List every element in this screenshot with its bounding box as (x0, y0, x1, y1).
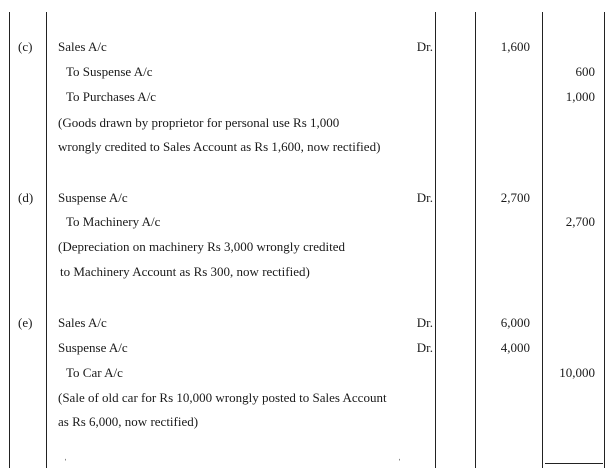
narration-line: as Rs 6,000, now rectified) (58, 414, 199, 429)
column-rule-debit (542, 12, 543, 468)
narration-line: (Sale of old car for Rs 10,000 wrongly posted to Sales Account (58, 390, 387, 405)
narration-line: wrongly credited to Sales Account as Rs 1,600, now rectified) (58, 139, 381, 154)
column-rule-label (46, 12, 47, 468)
dr-marker: Dr. (416, 39, 433, 54)
tick-mark: ˈ (398, 458, 402, 469)
account-debit: Suspense A/c (58, 190, 128, 205)
account-debit: Suspense A/c (58, 340, 128, 355)
account-credit: To Purchases A/c (66, 89, 157, 104)
credit-amount: 600 (575, 64, 595, 79)
dr-marker: Dr. (416, 315, 433, 330)
entry-label: (d) (18, 190, 34, 205)
credit-amount: 2,700 (565, 214, 595, 229)
narration-line: to Machinery Account as Rs 300, now rectified) (60, 264, 310, 279)
debit-amount: 4,000 (500, 340, 530, 355)
entry-label: (c) (18, 39, 33, 54)
dr-marker: Dr. (416, 340, 433, 355)
column-rule-lf (475, 12, 476, 468)
debit-amount: 1,600 (500, 39, 530, 54)
account-credit: To Suspense A/c (66, 64, 153, 79)
account-debit: Sales A/c (58, 315, 107, 330)
credit-amount: 1,000 (565, 89, 595, 104)
account-credit: To Car A/c (66, 365, 123, 380)
account-credit: To Machinery A/c (66, 214, 161, 229)
account-debit: Sales A/c (58, 39, 107, 54)
narration-line: (Goods drawn by proprietor for personal use Rs 1,000 (58, 115, 340, 130)
dr-marker: Dr. (416, 190, 433, 205)
debit-amount: 2,700 (500, 190, 530, 205)
credit-amount: 10,000 (559, 365, 595, 380)
narration-line: (Depreciation on machinery Rs 3,000 wrongly credited (58, 239, 345, 254)
total-rule (545, 463, 603, 464)
tick-mark: ˈ (64, 458, 68, 469)
entry-label: (e) (18, 315, 33, 330)
column-rule-left (9, 12, 10, 468)
column-rule-credit (604, 12, 605, 468)
debit-amount: 6,000 (500, 315, 530, 330)
column-rule-particulars (435, 12, 436, 468)
